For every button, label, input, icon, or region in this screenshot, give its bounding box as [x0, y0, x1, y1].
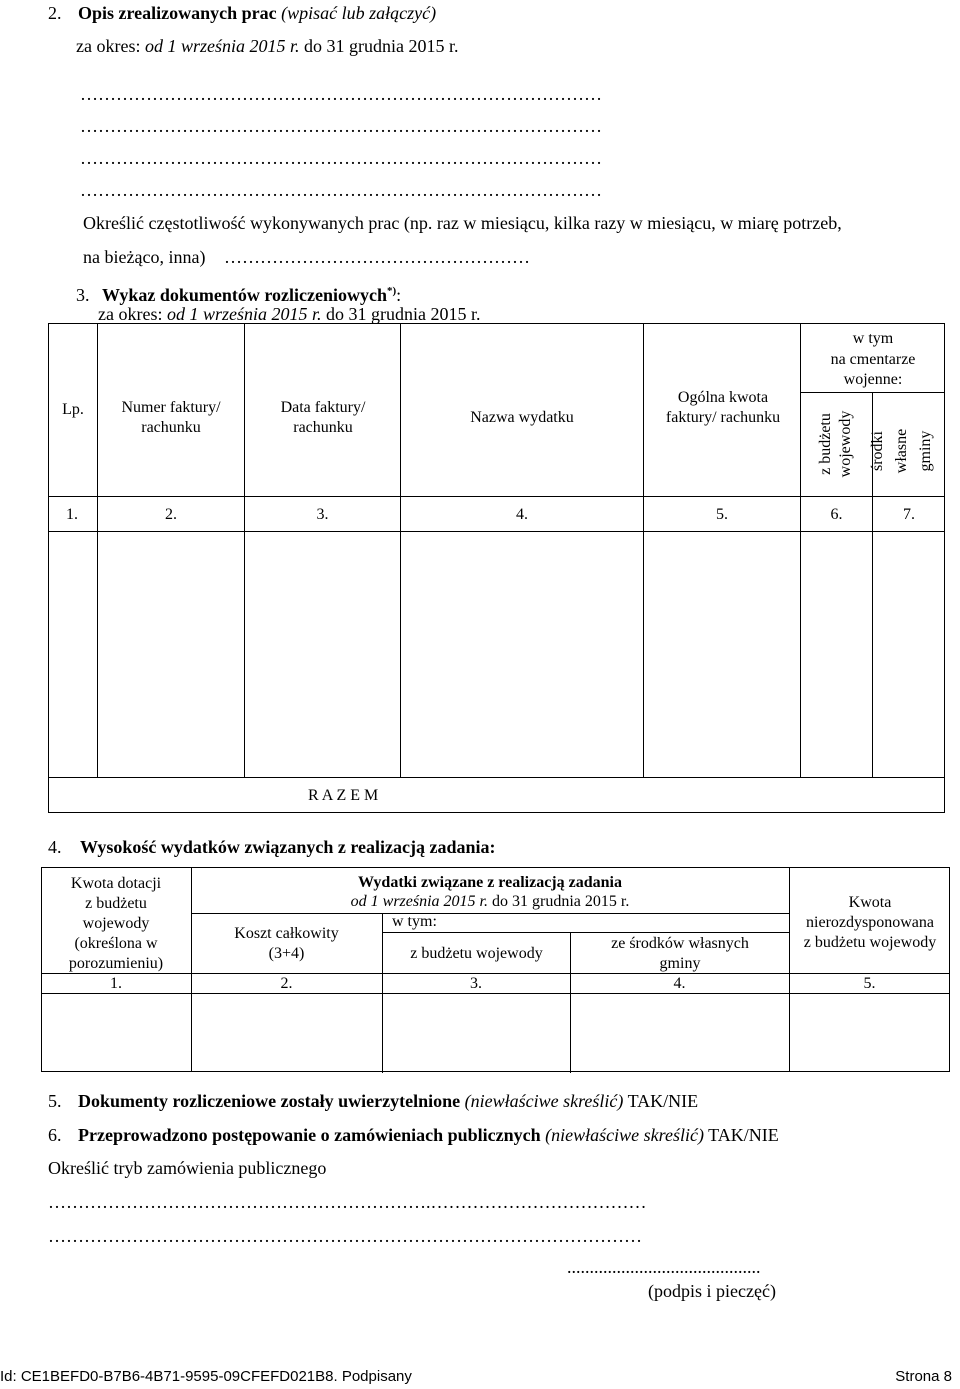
- header-voivode-2: wojewody: [837, 410, 854, 478]
- col-divider: [244, 323, 245, 777]
- section-number: 5.: [48, 1091, 62, 1111]
- frequency-label: Określić częstotliwość wykonywanych prac (np. raz w miesiącu, kilka razy w miesiącu, w miarę potrzeb,: [83, 213, 842, 233]
- signature-line[interactable]: ...........................................: [567, 1257, 761, 1277]
- header-invoice-number: Numer faktury/ rachunku: [121, 399, 221, 436]
- period-to: do 31 grudnia 2015 r.: [304, 36, 459, 56]
- fill-line[interactable]: ……………………………………………………………………………: [80, 180, 602, 200]
- header-expenses-period: [191, 892, 789, 912]
- col-divider: [97, 323, 98, 777]
- section-title: Wykaz dokumentów rozliczeniowych: [102, 285, 387, 305]
- procurement-mode-label: Określić tryb zamówienia publicznego: [48, 1158, 327, 1178]
- header-unspent-1: Kwota: [848, 894, 892, 911]
- header-divider: [48, 496, 945, 497]
- header-unspent-3: z budżetu wojewody: [803, 934, 937, 951]
- frequency-fill-line[interactable]: ……………………………………………: [223, 247, 530, 267]
- col-divider: [643, 323, 644, 777]
- header-total-cost-1: Koszt całkowity: [234, 925, 339, 942]
- header-own-3: gminy: [917, 430, 934, 472]
- col-number: 2.: [280, 975, 293, 992]
- table-frame: [48, 323, 945, 813]
- section-6: [48, 1124, 779, 1146]
- section-text: Przeprowadzono postępowanie o zamówieniach publicznych: [78, 1125, 541, 1145]
- page-number: Strona 8: [895, 1368, 952, 1385]
- period-from: od 1 września 2015 r.: [144, 36, 300, 56]
- frequency-label-text: na bieżąco, inna): [83, 247, 206, 267]
- header-total-amount: Ogólna kwota faktury/ rachunku: [665, 389, 781, 426]
- section-title: Opis zrealizowanych prac: [78, 3, 277, 23]
- frequency-label-2: [83, 246, 530, 268]
- answer-choice[interactable]: TAK/NIE: [708, 1125, 779, 1145]
- header-voivode-1: z budżetu: [817, 413, 834, 475]
- header-of-which: w tym:: [392, 913, 437, 930]
- section-2-period: [76, 35, 459, 57]
- section-3-period: [98, 303, 481, 325]
- section-title: Wysokość wydatków związanych z realizacją zadania:: [80, 837, 496, 857]
- header-grant-5: porozumieniu): [68, 955, 164, 972]
- header-own-2: własne: [893, 428, 910, 474]
- fill-line[interactable]: ……………………………………………………………………………: [80, 148, 602, 168]
- col-number: 5.: [863, 975, 876, 992]
- header-cemetery-2: na cmentarze: [830, 351, 916, 368]
- section-4-heading: [48, 836, 495, 858]
- col-number: 7.: [903, 506, 915, 523]
- section-2-heading: [48, 2, 436, 24]
- header-grant-1: Kwota dotacji: [70, 875, 162, 892]
- header-unspent-2: nierozdysponowana: [806, 914, 934, 931]
- total-divider: [48, 777, 945, 778]
- signature-label: (podpis i pieczęć): [648, 1281, 776, 1301]
- section-number: 2.: [48, 3, 62, 23]
- period-prefix: za okres:: [76, 36, 141, 56]
- header-voivode-budget: z budżetu wojewody: [410, 945, 543, 962]
- header-own-funds-1: ze środków własnych: [611, 935, 749, 952]
- section-note: (niewłaściwe skreślić): [545, 1125, 704, 1145]
- col-number: 4.: [516, 506, 528, 523]
- subheader-divider: [191, 913, 789, 914]
- section-text: Dokumenty rozliczeniowe zostały uwierzytelnione: [78, 1091, 461, 1111]
- fill-line[interactable]: ……………………………………………………….………………………………: [48, 1192, 647, 1212]
- subheader-divider: [382, 932, 789, 933]
- footnote-mark: *): [387, 285, 397, 297]
- col-number: 5.: [716, 506, 728, 523]
- col-number: 2.: [165, 506, 177, 523]
- section-number: 4.: [48, 837, 62, 857]
- section-note: (wpisać lub załączyć): [281, 3, 437, 23]
- period-to: do 31 grudnia 2015 r.: [492, 893, 630, 910]
- section-number: 6.: [48, 1125, 62, 1145]
- header-cemetery-1: w tym: [852, 330, 894, 347]
- document-id: Id: CE1BEFD0-B7B6-4B71-9595-09CFEFD021B8. Podpisany: [0, 1368, 412, 1385]
- fill-line[interactable]: ………………………………………………………………………………………: [48, 1226, 642, 1246]
- header-own-1: środki: [869, 431, 886, 471]
- header-expense-name: Nazwa wydatku: [470, 409, 574, 426]
- header-lp: Lp.: [62, 401, 84, 418]
- col-divider: [400, 323, 401, 777]
- period-to: do 31 grudnia 2015 r.: [326, 304, 481, 324]
- col-number: 1.: [110, 975, 122, 992]
- fill-line[interactable]: ……………………………………………………………………………: [80, 84, 602, 104]
- header-grant-2: z budżetu: [85, 895, 147, 912]
- answer-choice[interactable]: TAK/NIE: [627, 1091, 699, 1111]
- fill-line[interactable]: ……………………………………………………………………………: [80, 116, 602, 136]
- section-number: 3.: [76, 285, 90, 305]
- period-prefix: za okres:: [98, 304, 163, 324]
- section-note: (niewłaściwe skreślić): [464, 1091, 624, 1111]
- header-own-funds-2: gminy: [659, 955, 701, 972]
- header-grant-3: wojewody: [82, 915, 150, 932]
- header-cemetery-3: wojenne:: [843, 371, 903, 388]
- numbers-divider: [48, 531, 945, 532]
- header-total-cost-2: (3+4): [268, 945, 305, 962]
- header-invoice-date: Data faktury/ rachunku: [280, 399, 366, 436]
- header-expenses-title: Wydatki związane z realizacją zadania: [358, 874, 622, 891]
- col-number: 4.: [673, 975, 686, 992]
- col-number: 1.: [66, 506, 78, 523]
- colon: :: [396, 285, 402, 305]
- header-grant-4: (określona w: [74, 935, 158, 952]
- section-5: [48, 1090, 698, 1112]
- col-number: 6.: [830, 506, 843, 523]
- total-label: R A Z E M: [308, 787, 379, 804]
- col-number: 3.: [470, 975, 482, 992]
- period-from: od 1 września 2015 r.: [350, 893, 489, 910]
- subheader-divider: [800, 392, 945, 393]
- period-from: od 1 września 2015 r.: [166, 304, 322, 324]
- col-number: 3.: [316, 506, 329, 523]
